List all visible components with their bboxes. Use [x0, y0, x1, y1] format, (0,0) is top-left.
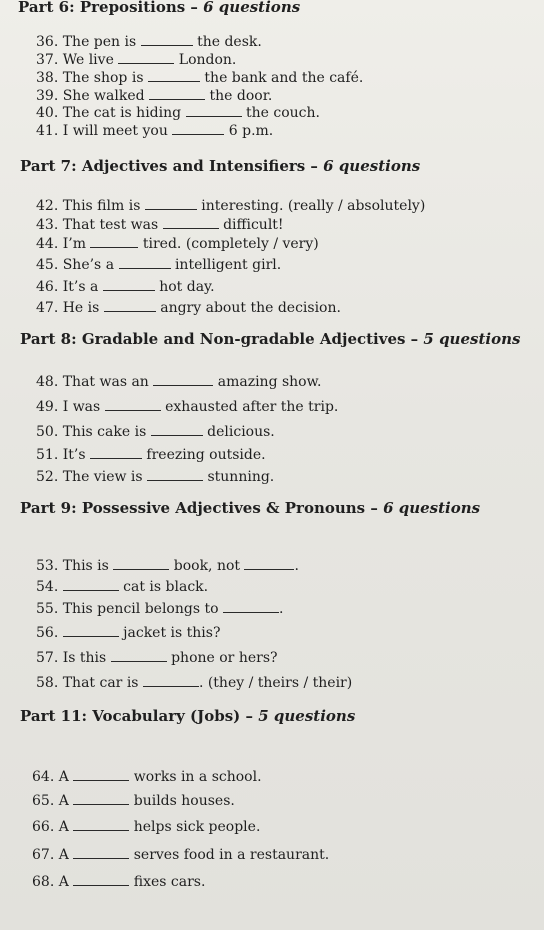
answer-blank[interactable] — [63, 578, 119, 591]
question-47: 47. He is angry about the decision. — [36, 300, 341, 316]
question-67: 67. A serves food in a restaurant. — [32, 847, 330, 863]
answer-blank[interactable] — [90, 235, 138, 248]
answer-blank[interactable] — [73, 792, 129, 805]
answer-blank[interactable] — [172, 122, 224, 135]
question-49: 49. I was exhausted after the trip. — [36, 399, 339, 415]
answer-blank[interactable] — [153, 373, 213, 386]
answer-blank[interactable] — [73, 768, 129, 781]
question-54: 54. cat is black. — [36, 579, 209, 595]
answer-blank[interactable] — [103, 278, 155, 291]
question-37: 37. We live London. — [36, 52, 237, 68]
question-65: 65. A builds houses. — [32, 793, 235, 809]
question-68: 68. A fixes cars. — [32, 874, 206, 890]
answer-blank[interactable] — [151, 423, 203, 436]
question-51: 51. It’s freezing outside. — [36, 447, 266, 463]
question-48: 48. That was an amazing show. — [36, 374, 322, 390]
answer-blank[interactable] — [73, 846, 129, 859]
question-40: 40. The cat is hiding the couch. — [36, 105, 320, 121]
question-43: 43. That test was difficult! — [36, 217, 284, 233]
part6-heading: Part 6: Prepositions – 6 questions — [18, 0, 301, 16]
question-57: 57. Is this phone or hers? — [36, 650, 278, 666]
answer-blank[interactable] — [104, 299, 156, 312]
question-41: 41. I will meet you 6 p.m. — [36, 123, 274, 139]
question-56: 56. jacket is this? — [36, 625, 221, 641]
question-66: 66. A helps sick people. — [32, 819, 261, 835]
answer-blank[interactable] — [149, 87, 205, 100]
answer-blank[interactable] — [244, 557, 294, 570]
answer-blank[interactable] — [145, 197, 197, 210]
part8-heading: Part 8: Gradable and Non-gradable Adjectives – 5 questions — [20, 330, 521, 348]
answer-blank[interactable] — [73, 818, 129, 831]
part9-heading: Part 9: Possessive Adjectives & Pronouns – 6 questions — [20, 499, 481, 517]
question-44: 44. I’m tired. (completely / very) — [36, 236, 319, 252]
answer-blank[interactable] — [118, 51, 174, 64]
question-52: 52. The view is stunning. — [36, 469, 275, 485]
question-53: 53. This is book, not . — [36, 558, 299, 574]
part7-heading: Part 7: Adjectives and Intensifiers – 6 questions — [20, 157, 421, 175]
part11-heading: Part 11: Vocabulary (Jobs) – 5 questions — [20, 707, 356, 725]
answer-blank[interactable] — [90, 446, 142, 459]
answer-blank[interactable] — [143, 674, 199, 687]
answer-blank[interactable] — [73, 873, 129, 886]
answer-blank[interactable] — [186, 104, 242, 117]
answer-blank[interactable] — [111, 649, 167, 662]
answer-blank[interactable] — [63, 624, 119, 637]
question-55: 55. This pencil belongs to . — [36, 601, 284, 617]
question-58: 58. That car is . (they / theirs / their) — [36, 675, 353, 691]
answer-blank[interactable] — [119, 256, 171, 269]
answer-blank[interactable] — [113, 557, 169, 570]
answer-blank[interactable] — [105, 398, 161, 411]
question-38: 38. The shop is the bank and the café. — [36, 70, 364, 86]
answer-blank[interactable] — [163, 216, 219, 229]
question-39: 39. She walked the door. — [36, 88, 273, 104]
question-50: 50. This cake is delicious. — [36, 424, 275, 440]
answer-blank[interactable] — [223, 600, 279, 613]
answer-blank[interactable] — [141, 33, 193, 46]
question-46: 46. It’s a hot day. — [36, 279, 215, 295]
question-64: 64. A works in a school. — [32, 769, 262, 785]
answer-blank[interactable] — [147, 468, 203, 481]
question-42: 42. This film is interesting. (really / absolutely) — [36, 198, 426, 214]
answer-blank[interactable] — [148, 69, 200, 82]
question-45: 45. She’s a intelligent girl. — [36, 257, 282, 273]
question-36: 36. The pen is the desk. — [36, 34, 262, 50]
